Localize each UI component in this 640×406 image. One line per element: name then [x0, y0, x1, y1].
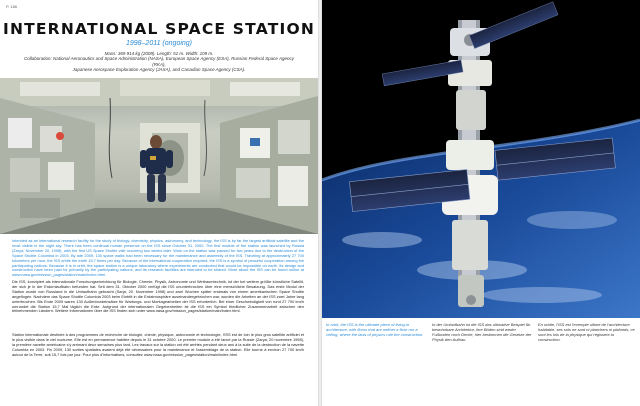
spec-line-3: Japanese Aerospace Exploration Agency (JAXA), and Canadian Space Agency (CSA).	[72, 67, 246, 73]
right-page	[322, 0, 640, 406]
spec-line-1: Mass: 369 914 kg (2009). Length: 51 m. Width: 109 m.	[104, 51, 214, 56]
caption-french: En orbite, l'ISS est l'exemple ultime de l'architecture habitable, ses sols ne sont ni planchers ni plafonds, ce sont les lois de la physique qui régissent la construction.	[538, 322, 635, 342]
french-text	[12, 333, 304, 358]
caption-english: In orbit, the ISS is the ultimate piece of living-in architecture, with floors that are neither a floor nor a ceiling, where the laws of physics rule the construction.	[326, 322, 424, 337]
french-paragraph: Station internationale destinée à des programmes de recherche de biologie, chimie, physique, astronomie et technologie, l'ISS est de loin le plus gros satellite artificiel et le plus visible dans le ciel nocturne. Elle est en permanence habitée depuis le 31 octobre 2000. Le premier module a été lancé par la Russie (Zarya, 20 novembre 1998), la première navette américaine s'y arrimant deux semaines plus tard. Les travaux sur la station ont été arrêtés pendant deux ans à la suite de la destruction de la navette Columbia en 2003. Fin 2009, 130 sorties spatiales avaient déjà été nécessaires pour la maintenance et l'assemblage de la station. Elle tourne à environ 27 700 km/h autour de la Terre, soit 15,7 fois par jour. Pour plus d'informations, consultez www.nasa.gov/mission_pages/station/main/index.html.	[12, 332, 304, 357]
english-text	[12, 239, 304, 278]
left-page	[0, 0, 318, 406]
spec-line-2: Collaboration: National Aeronautics and Space Administration (NASA), European Space Agency (ESA), Russian Federal Space Agency (RKA),	[24, 56, 294, 67]
page-title: INTERNATIONAL SPACE STATION	[2, 20, 316, 38]
german-paragraph: Die ISS, konzipiert als internationale Forschungseinrichtung für Biologie, Chemie, Physik, Astronomie und Weltraumtechnik, ist der bei weitem größte künstliche Satellit, der sich je in der Erdumlaufbahn befunden hat. Seit dem 31. Oktober 2000 verfügt die ISS ununterbrochen über eine menschliche Besatzung. Das erste Modul der Station wurde von Russland in die Umlaufbahn gebracht (Sarja, 20. November 1998) und zwei Wochen später erstmals von einem amerikanischen Space Shuttle angeflogen. Nachdem das Space Shuttle Columbia 2003 beim Eintritt in die Erdatmosphäre auseinandergebrochen war, wurden die Arbeiten an der ISS zwei Jahre lang unterbrochen. Bis Ende 2009 waren 130 Außenbordeinsätze für Wartungs- und Montagearbeiten der ISS erforderlich. Bei einer Geschwindigkeit von rund 27 700 km/h umrundet die Station 15,7 Mal täglich die Erde. Aufgrund der internationalen Gegebenheiten ist die ISS ein Symbol friedlicher Zusammenarbeit zwischen den teilnehmenden Ländern. Weitere Informationen über die ISS finden sich unter www.nasa.gov/mission_pages/station/main/index.html.	[12, 279, 304, 314]
english-paragraph: Intended as an international research facility for the study of biology, chemistry, physics, astronomy, and technology, the ISS is by far the largest artificial satellite and the most visible in the night sky. There has been continual human presence on the ISS since October 31, 2000. The first module of the station was launched by Russia (Zarya, November 20, 1998), with the first US Space Shuttle visit occurring two weeks later. Work on the station was paused for two years due to the destruction of the Space Shuttle Columbia in 2003. By late 2009, 130 space walks had been necessary for the maintenance and assembly of the ISS. Traveling at approximately 27 700 kilometers per hour, the ISS orbits the earth 15.7 times per day. Because of the international cooperation required, the ISS is a symbol of peaceful cooperation among the participating nations. Because it is in orbit, the space station is a unique laboratory where experiments are conducted that would be impossible on earth. Its design and construction have been paid for primarily by the participating nations, and its research facilities are intended to be shared. More about the ISS can be found online at www.nasa.gov/mission_pages/station/main/index.html.	[12, 238, 304, 278]
caption-german: In der Umlaufbahn ist die ISS das ultimative Beispiel für bewohnbare Architektur, ihre Böden sind weder Fußboden noch Decke, hier bestimmen die Gesetze der Physik den Aufbau.	[432, 322, 532, 342]
space-station-photo	[322, 0, 640, 318]
interior-photo	[0, 78, 318, 234]
specifications	[20, 51, 298, 73]
page-subtitle: 1998–2011 (ongoing)	[125, 40, 193, 47]
german-text	[12, 280, 304, 314]
page-number: P. 186	[6, 4, 18, 9]
